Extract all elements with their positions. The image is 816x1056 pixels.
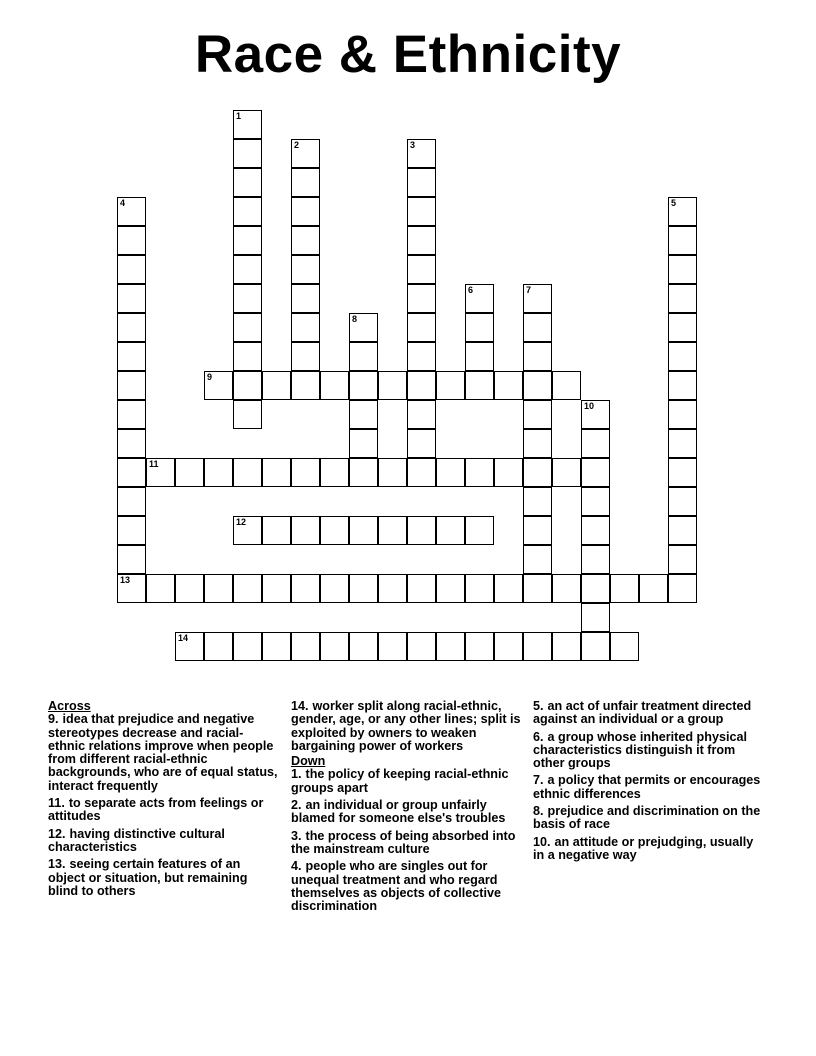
grid-cell[interactable] (117, 545, 146, 574)
grid-cell[interactable] (233, 197, 262, 226)
clue-number: 14 (178, 633, 189, 643)
grid-cell[interactable] (320, 371, 349, 400)
grid-cell[interactable] (233, 168, 262, 197)
grid-cell[interactable] (436, 516, 465, 545)
grid-cell[interactable] (407, 197, 436, 226)
grid-cell[interactable] (407, 284, 436, 313)
grid-cell[interactable] (523, 429, 552, 458)
grid-cell[interactable] (320, 632, 349, 661)
grid-cell[interactable] (233, 371, 262, 400)
grid-cell[interactable] (233, 255, 262, 284)
grid-cell[interactable] (349, 632, 378, 661)
grid-cell[interactable] (262, 574, 291, 603)
clue-down-7: 7. a policy that permits or encourages ethnic differences (533, 773, 761, 801)
grid-cell[interactable] (291, 139, 320, 168)
grid-cell[interactable] (523, 632, 552, 661)
grid-cell[interactable] (407, 255, 436, 284)
grid-cell[interactable] (233, 110, 262, 139)
grid-cell[interactable] (291, 574, 320, 603)
grid-cell[interactable] (233, 516, 262, 545)
grid-cell[interactable] (407, 313, 436, 342)
grid-cell[interactable] (407, 371, 436, 400)
grid-cell[interactable] (668, 342, 697, 371)
grid-cell[interactable] (668, 458, 697, 487)
grid-cell[interactable] (349, 574, 378, 603)
grid-cell[interactable] (436, 458, 465, 487)
grid-cell[interactable] (204, 458, 233, 487)
clue-across-14: 14. worker split along racial-ethnic, gender, age, or any other lines; split is exploited by owners to weaken bargaining power of workers (291, 699, 521, 753)
grid-cell[interactable] (175, 574, 204, 603)
grid-cell[interactable] (436, 632, 465, 661)
across-heading: Across (48, 699, 91, 713)
grid-cell[interactable] (581, 545, 610, 574)
grid-cell[interactable] (378, 371, 407, 400)
grid-cell[interactable] (349, 371, 378, 400)
grid-cell[interactable] (668, 545, 697, 574)
grid-cell[interactable] (465, 371, 494, 400)
grid-cell[interactable] (117, 342, 146, 371)
grid-cell[interactable] (349, 313, 378, 342)
grid-cell[interactable] (668, 226, 697, 255)
grid-cell[interactable] (407, 400, 436, 429)
grid-cell[interactable] (523, 342, 552, 371)
grid-cell[interactable] (668, 313, 697, 342)
clue-number: 7 (526, 285, 532, 295)
grid-cell[interactable] (233, 139, 262, 168)
clue-number: 6 (468, 285, 474, 295)
grid-cell[interactable] (465, 574, 494, 603)
clue-down-6: 6. a group whose inherited physical characteristics distinguish it from other groups (533, 729, 747, 771)
grid-cell[interactable] (523, 516, 552, 545)
grid-cell[interactable] (465, 516, 494, 545)
clue-down-3: 3. the process of being absorbed into the mainstream culture (291, 828, 516, 856)
grid-cell[interactable] (581, 516, 610, 545)
grid-cell[interactable] (349, 458, 378, 487)
grid-cell[interactable] (146, 458, 175, 487)
grid-cell[interactable] (262, 371, 291, 400)
grid-cell[interactable] (581, 632, 610, 661)
grid-cell[interactable] (291, 255, 320, 284)
clue-down-10: 10. an attitude or prejudging, usually in a negative way (533, 834, 754, 862)
clue-number: 3 (410, 140, 416, 150)
clue-number: 10 (584, 401, 595, 411)
grid-cell[interactable] (175, 458, 204, 487)
grid-cell[interactable] (320, 458, 349, 487)
grid-cell[interactable] (378, 632, 407, 661)
clue-across-13: 13. seeing certain features of an object or situation, but remaining blind to others (48, 857, 248, 898)
grid-cell[interactable] (320, 516, 349, 545)
grid-cell[interactable] (465, 632, 494, 661)
grid-cell[interactable] (407, 516, 436, 545)
grid-cell[interactable] (552, 574, 581, 603)
grid-cell[interactable] (494, 632, 523, 661)
grid-cell[interactable] (117, 487, 146, 516)
grid-cell[interactable] (117, 226, 146, 255)
grid-cell[interactable] (523, 371, 552, 400)
grid-cell[interactable] (523, 400, 552, 429)
grid-cell[interactable] (552, 632, 581, 661)
grid-cell[interactable] (407, 429, 436, 458)
grid-cell[interactable] (233, 458, 262, 487)
grid-cell[interactable] (291, 632, 320, 661)
grid-cell[interactable] (291, 226, 320, 255)
grid-cell[interactable] (262, 458, 291, 487)
grid-cell[interactable] (349, 516, 378, 545)
grid-cell[interactable] (668, 574, 697, 603)
clue-across-12: 12. having distinctive cultural characteristics (48, 826, 225, 854)
grid-cell[interactable] (523, 458, 552, 487)
grid-cell[interactable] (639, 574, 668, 603)
grid-cell[interactable] (291, 197, 320, 226)
grid-cell[interactable] (407, 458, 436, 487)
clue-number: 4 (120, 198, 126, 208)
grid-cell[interactable] (465, 313, 494, 342)
grid-cell[interactable] (407, 632, 436, 661)
grid-cell[interactable] (581, 603, 610, 632)
grid-cell[interactable] (291, 342, 320, 371)
grid-cell[interactable] (349, 342, 378, 371)
grid-cell[interactable] (291, 516, 320, 545)
grid-cell[interactable] (117, 371, 146, 400)
grid-cell[interactable] (494, 371, 523, 400)
grid-cell[interactable] (668, 400, 697, 429)
grid-cell[interactable] (668, 371, 697, 400)
grid-cell[interactable] (523, 574, 552, 603)
grid-cell[interactable] (117, 574, 146, 603)
grid-cell[interactable] (494, 574, 523, 603)
grid-cell[interactable] (175, 632, 204, 661)
grid-cell[interactable] (117, 197, 146, 226)
grid-cell[interactable] (291, 168, 320, 197)
grid-cell[interactable] (117, 400, 146, 429)
grid-cell[interactable] (233, 226, 262, 255)
grid-cell[interactable] (320, 574, 349, 603)
grid-cell[interactable] (523, 284, 552, 313)
grid-cell[interactable] (233, 284, 262, 313)
grid-cell[interactable] (407, 574, 436, 603)
grid-cell[interactable] (610, 574, 639, 603)
grid-cell[interactable] (523, 487, 552, 516)
grid-cell[interactable] (581, 429, 610, 458)
grid-cell[interactable] (204, 632, 233, 661)
clue-number: 5 (671, 198, 677, 208)
clue-down-8: 8. prejudice and discrimination on the basis of race (533, 804, 761, 832)
grid-cell[interactable] (581, 458, 610, 487)
clue-across-9: 9. idea that prejudice and negative stereotypes decrease and racial-ethnic relations improve when people from different racial-ethnic backgrounds, who are of equal status, interact frequently (48, 712, 278, 793)
clue-number: 8 (352, 314, 358, 324)
grid-cell[interactable] (407, 342, 436, 371)
grid-cell[interactable] (552, 371, 581, 400)
grid-cell[interactable] (581, 487, 610, 516)
grid-cell[interactable] (465, 342, 494, 371)
grid-cell[interactable] (668, 487, 697, 516)
grid-cell[interactable] (378, 574, 407, 603)
grid-cell[interactable] (610, 632, 639, 661)
grid-cell[interactable] (117, 458, 146, 487)
grid-cell[interactable] (407, 226, 436, 255)
grid-cell[interactable] (436, 574, 465, 603)
grid-cell[interactable] (668, 284, 697, 313)
grid-cell[interactable] (262, 516, 291, 545)
down-heading: Down (291, 754, 326, 769)
grid-cell[interactable] (146, 574, 175, 603)
grid-cell[interactable] (117, 313, 146, 342)
puzzle-title: Race & Ethnicity (194, 25, 622, 84)
clue-down-4: 4. people who are singles out for unequal treatment and who regard themselves as objects of collective discrimination (291, 859, 501, 914)
grid-cell[interactable] (668, 197, 697, 226)
grid-cell[interactable] (233, 574, 262, 603)
grid-cell[interactable] (233, 342, 262, 371)
grid-cell[interactable] (233, 400, 262, 429)
grid-cell[interactable] (465, 284, 494, 313)
grid-cell[interactable] (262, 632, 291, 661)
grid-cell[interactable] (523, 313, 552, 342)
grid-cell[interactable] (581, 574, 610, 603)
grid-cell[interactable] (291, 458, 320, 487)
grid-cell[interactable] (117, 284, 146, 313)
grid-cell[interactable] (233, 313, 262, 342)
grid-cell[interactable] (668, 255, 697, 284)
grid-cell[interactable] (291, 313, 320, 342)
grid-cell[interactable] (494, 458, 523, 487)
clue-down-1: 1. the policy of keeping racial-ethnic groups apart (291, 767, 509, 795)
grid-cell[interactable] (668, 516, 697, 545)
clue-number: 11 (149, 459, 159, 469)
grid-cell[interactable] (291, 371, 320, 400)
grid-cell[interactable] (349, 400, 378, 429)
grid-cell[interactable] (204, 371, 233, 400)
grid-cell[interactable] (349, 429, 378, 458)
clues-column-3 (533, 700, 766, 866)
grid-cell[interactable] (407, 139, 436, 168)
grid-cell[interactable] (117, 429, 146, 458)
grid-cell[interactable] (204, 574, 233, 603)
clue-down-5: 5. an act of unfair treatment directed against an individual or a group (533, 699, 752, 727)
grid-cell[interactable] (552, 458, 581, 487)
clue-number: 13 (120, 575, 131, 585)
grid-cell[interactable] (668, 429, 697, 458)
grid-cell[interactable] (581, 400, 610, 429)
clues-column-1 (48, 700, 280, 902)
grid-cell[interactable] (117, 255, 146, 284)
clue-across-11: 11. to separate acts from feelings or attitudes (48, 796, 264, 824)
clue-number: 9 (207, 372, 213, 382)
grid-cell[interactable] (378, 458, 407, 487)
clue-number: 2 (294, 140, 300, 150)
clue-number: 12 (236, 517, 247, 527)
grid-cell[interactable] (465, 458, 494, 487)
clues-column-2 (291, 700, 524, 917)
clue-down-2: 2. an individual or group unfairly blamed for someone else's troubles (291, 798, 506, 826)
clue-number: 1 (236, 111, 242, 121)
grid-cell[interactable] (291, 284, 320, 313)
grid-cell[interactable] (233, 632, 262, 661)
grid-cell[interactable] (378, 516, 407, 545)
grid-cell[interactable] (407, 168, 436, 197)
grid-cell[interactable] (436, 371, 465, 400)
grid-cell[interactable] (523, 545, 552, 574)
grid-cell[interactable] (117, 516, 146, 545)
